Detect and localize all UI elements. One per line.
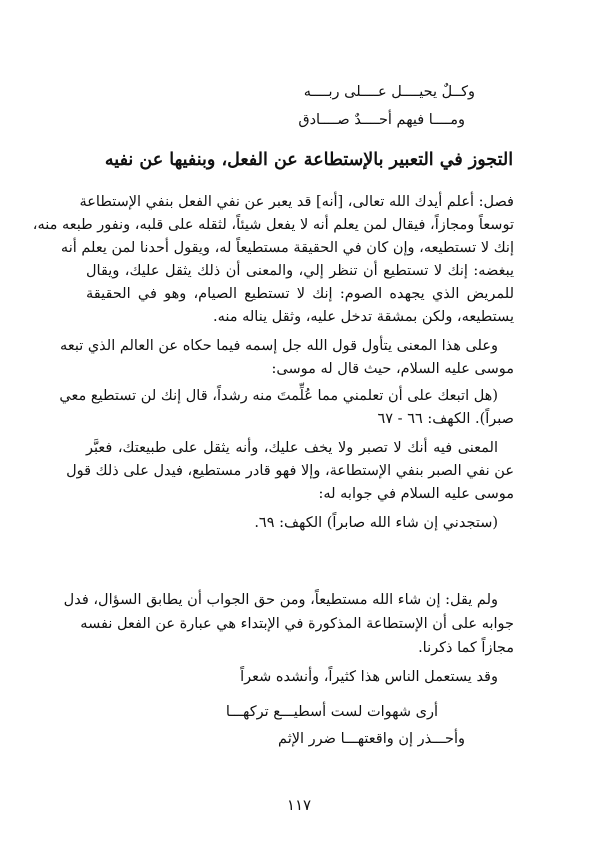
quote1-line-1: (هل اتبعك على أن تعلمني مما عُلِّمتَ منه رشداً، قال إنك لن تستطيع معي (59, 388, 498, 404)
verse-top-line-1: وكــلٌ يحيــــل عــــلى ربــــه (303, 84, 475, 100)
para2-line-2: موسى عليه السلام، حيث قال له موسى: (271, 361, 514, 377)
para1-line-2: توسعاً ومجازاً، فيقال لمن يعلم أنه لا يفعل شيئاً، لثقله على قلبه، ونفور طبعه منه، (32, 217, 514, 233)
verse-top-line-2: ومــــا فيهم أحــــدٌ صــــادق (298, 112, 465, 128)
para2-line-1: وعلى هذا المعنى يتأول قول الله جل إسمه فيما حكاه عن العالم الذي تبعه (60, 338, 498, 354)
para3-line-2: عن نفي الصبر بنفي الإستطاعة، وإلا فهو قادر مستطيع، فيدل على ذلك قول (66, 463, 514, 479)
quote1-line-2: صبراً). الكهف: ٦٦ - ٦٧ (377, 411, 514, 427)
para1-line-1: فصل: أعلم أيدك الله تعالى، [أنه] قد يعبر عن نفي الفعل بنفي الإستطاعة (79, 194, 514, 210)
para1-line-5: للمريض الذي يجهده الصوم: إنك لا تستطيع الصيام، وهو في الحقيقة (86, 286, 514, 302)
para4-line-1: ولم يقل: إن شاء الله مستطيعاً، ومن حق الجواب أن يطابق السؤال، فدل (63, 592, 498, 608)
para1-line-3: إنك لا تستطيعه، وإن كان في الحقيقة مستطيعاً له، ويقول أحدنا لمن يعلم أنه (60, 240, 514, 256)
para1-line-4: يبغضه: إنك لا تستطيع أن تنظر إلي، والمعنى أن ذلك يثقل عليك، ويقال (86, 263, 514, 279)
section-heading: التجوز في التعبير بالإستطاعة عن الفعل، وبنفيها عن نفيه (104, 150, 514, 170)
para4-line-2: جوابه على أن الإستطاعة المذكورة في الإبتداء هي عبارة عن الفعل نفسه (80, 616, 514, 632)
para4-line-3: مجازاً كما ذكرنا. (418, 640, 514, 656)
para3-line-1: المعنى فيه أنك لا تصبر ولا يخف عليك، وأنه يثقل على طبيعتك، فعبَّر (86, 440, 498, 456)
quote2-line: (ستجدني إن شاء الله صابراً) الكهف: ٦٩. (254, 515, 498, 531)
verse-bottom-line-1: أرى شهوات لست أسطيـــع تركهـــا (225, 704, 438, 720)
para3-line-3: موسى عليه السلام في جوابه له: (318, 486, 514, 502)
verse-bottom-line-2: وأحـــذر إن واقعتهـــا ضرر الإثم (278, 731, 465, 747)
para5-line: وقد يستعمل الناس هذا كثيراً، وأنشده شعراً (240, 669, 498, 685)
para1-line-6: يستطيعه، ولكن بمشقة تدخل عليه، وثقل يناله منه. (212, 309, 514, 325)
page-number: ١١٧ (286, 796, 312, 814)
